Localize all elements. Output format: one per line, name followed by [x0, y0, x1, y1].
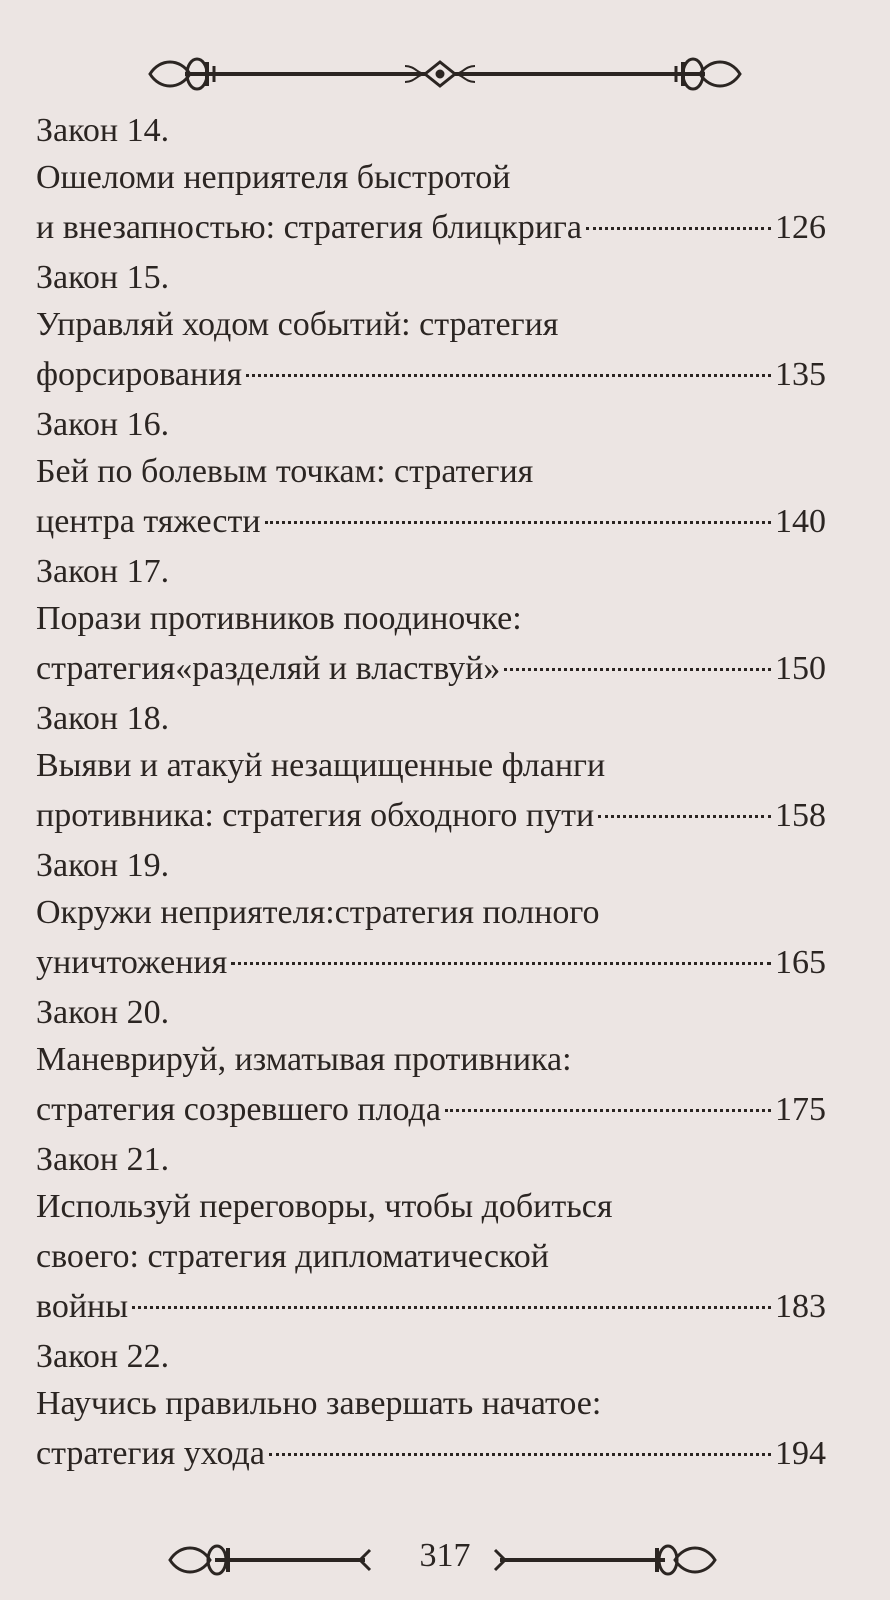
toc-title-line: Научись правильно завершать начатое:: [36, 1385, 602, 1422]
toc-law-number: Закон 19.: [36, 847, 170, 884]
toc-title-line: Управляй ходом событий: стратегия: [36, 306, 559, 343]
toc-title-line: своего: стратегия дипломатической: [36, 1238, 549, 1275]
page-number-text: 317: [406, 1537, 485, 1574]
leader-dots: [132, 1306, 771, 1309]
toc-page-number: 158: [775, 797, 826, 834]
toc-title-end: стратегия созревшего плода: [36, 1091, 441, 1128]
toc-title-end: форсирования: [36, 356, 243, 393]
table-of-contents: [36, 106, 826, 1479]
leader-dots: [246, 374, 771, 377]
toc-last-line: [36, 644, 826, 694]
leader-dots: [504, 668, 771, 671]
toc-title-line: Бей по болевым точкам: стратегия: [36, 453, 534, 490]
toc-entry: [36, 109, 826, 253]
toc-page-number: 126: [775, 209, 826, 246]
toc-page-number: 135: [775, 356, 826, 393]
toc-page-number: 165: [775, 944, 826, 981]
toc-law-number: Закон 17.: [36, 553, 170, 590]
toc-entry: [36, 256, 826, 400]
top-ornament-icon: [0, 44, 890, 104]
toc-title-end: войны: [36, 1288, 129, 1325]
toc-title-end: центра тяжести: [36, 503, 261, 540]
page-number: [0, 1536, 890, 1576]
leader-dots: [231, 962, 771, 965]
toc-last-line: [36, 203, 826, 253]
toc-last-line: [36, 1085, 826, 1135]
toc-law-number: Закон 21.: [36, 1141, 170, 1178]
toc-title-line: Выяви и атакуй незащищенные фланги: [36, 747, 606, 784]
toc-title-end: и внезапностью: стратегия блицкрига: [36, 209, 582, 246]
toc-last-line: [36, 497, 826, 547]
toc-title-line: Используй переговоры, чтобы добиться: [36, 1188, 613, 1225]
toc-last-line: [36, 1282, 826, 1332]
toc-entry: [36, 697, 826, 841]
leader-dots: [265, 521, 771, 524]
toc-title-line: Порази противников поодиночке:: [36, 600, 522, 637]
toc-last-line: [36, 791, 826, 841]
toc-law-number: Закон 14.: [36, 112, 170, 149]
toc-title-end: противника: стратегия обходного пути: [36, 797, 595, 834]
toc-page-number: 183: [775, 1288, 826, 1325]
toc-entry: [36, 1335, 826, 1479]
leader-dots: [445, 1109, 771, 1112]
toc-law-number: Закон 22.: [36, 1338, 170, 1375]
toc-title-line: Окружи неприятеля:стратегия полного: [36, 894, 600, 931]
toc-entry: [36, 403, 826, 547]
toc-title-end: стратегия ухода: [36, 1435, 265, 1472]
toc-law-number: Закон 15.: [36, 259, 170, 296]
toc-entry: [36, 1138, 826, 1332]
toc-title-end: стратегия«разделяй и властвуй»: [36, 650, 501, 687]
toc-last-line: [36, 1429, 826, 1479]
toc-last-line: [36, 938, 826, 988]
toc-title-line: Ошеломи неприятеля быстротой: [36, 159, 511, 196]
toc-page-number: 175: [775, 1091, 826, 1128]
toc-entry: [36, 844, 826, 988]
toc-page-number: 140: [775, 503, 826, 540]
toc-last-line: [36, 350, 826, 400]
leader-dots: [598, 815, 771, 818]
toc-entry: [36, 991, 826, 1135]
leader-dots: [586, 227, 771, 230]
toc-law-number: Закон 18.: [36, 700, 170, 737]
toc-page-number: 150: [775, 650, 826, 687]
toc-entry: [36, 550, 826, 694]
toc-title-end: уничтожения: [36, 944, 228, 981]
toc-law-number: Закон 20.: [36, 994, 170, 1031]
leader-dots: [269, 1453, 771, 1456]
toc-title-line: Маневрируй, изматывая противника:: [36, 1041, 572, 1078]
toc-page-number: 194: [775, 1435, 826, 1472]
toc-law-number: Закон 16.: [36, 406, 170, 443]
